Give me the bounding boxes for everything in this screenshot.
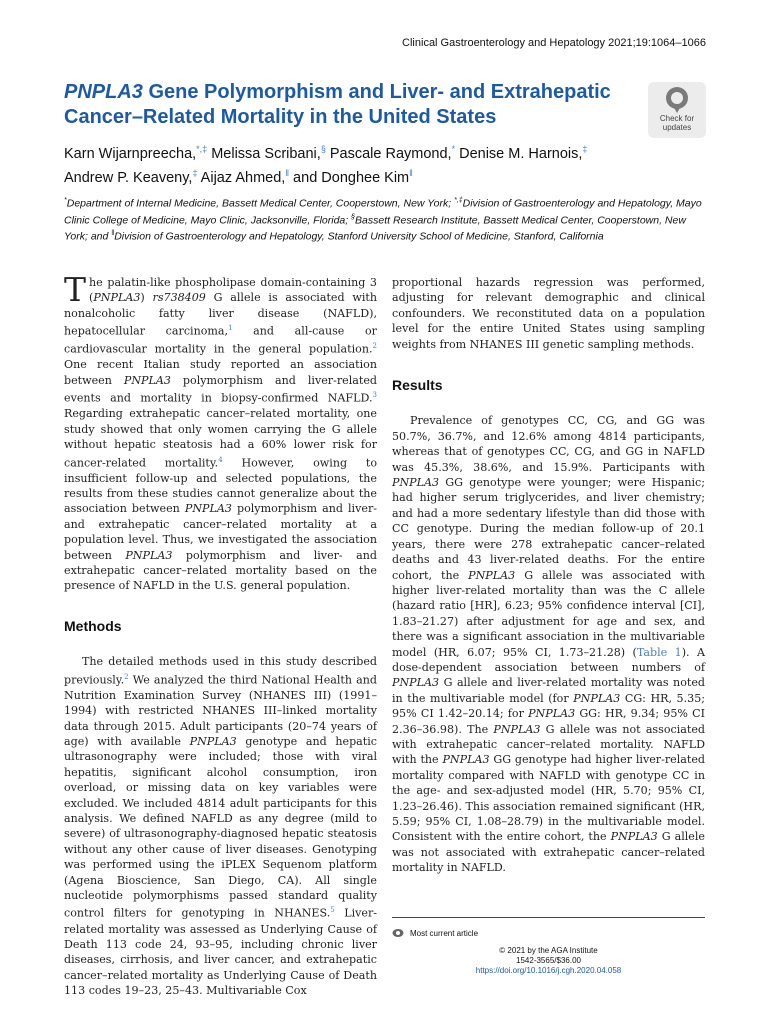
author-affil-mark: ‡ xyxy=(192,167,198,178)
text: ). A dose-dependent association between numbers of xyxy=(392,645,705,674)
gene-name: PNPLA3 xyxy=(184,502,232,516)
text: Liver-related mortality was assessed as Underlying Cause of Death 113 code 24, 93–95, including chronic liver diseases, cirrhosis, and liver cancer, and extrahepatic cancer–related mortality as Underlying Cause of Death 113 codes 19–23, 25–43. Multivariable Cox xyxy=(64,907,378,998)
title-gene: PNPLA3 xyxy=(64,81,143,103)
text: We analyzed the third National Health and Nutrition Examination Survey (NHANES III) (1991–1994) with restricted NHANES III–linked mortality data through 2015. Adult participants (20–74 years of age) with available xyxy=(64,673,377,748)
text: G allele is associated with nonalcoholic fatty liver disease (NAFLD), hepatocellular carcinoma, xyxy=(64,291,377,338)
author[interactable]: and Donghee Kim xyxy=(289,169,410,186)
author-affil-mark: ‖ xyxy=(285,167,290,178)
text: GG genotype were younger; were Hispanic; had higher serum triglycerides, and liver chemistry; and had a more sedentary lifestyle than did those with CC genotype. During the median follow-up of 20.1 years, there were 278 extrahepatic cancer–related deaths and 43 liver-related deaths. For the entire cohort, the xyxy=(392,476,705,582)
affil-mark: * xyxy=(64,197,67,204)
affil-mark: § xyxy=(351,213,356,221)
affiliations xyxy=(64,194,712,244)
doi-link[interactable]: https://doi.org/10.1016/j.cgh.2020.04.058 xyxy=(475,966,622,975)
footnote-text: Most current article xyxy=(410,928,479,938)
author[interactable]: Andrew P. Keaveny, xyxy=(64,169,193,186)
author-affil-mark: § xyxy=(320,144,326,154)
text: However, owing to insufficient follow-up and selected populations, the results from these studies cannot generalize about the association between xyxy=(64,456,377,516)
author[interactable]: Melissa Scribani, xyxy=(207,145,321,162)
title-rest: Gene Polymorphism and Liver- and Extrahepatic Cancer–Related Mortality in the United States xyxy=(64,81,611,128)
citation-link[interactable]: 5 xyxy=(330,906,335,915)
text: G allele was not associated with extrahepatic cancer–related mortality in NAFLD. xyxy=(392,830,705,875)
author-affil-mark: ‡ xyxy=(582,144,588,154)
text: genotype and hepatic ultrasonography were included; those with viral hepatitis, significant alcohol consumption, iron overload, or missing data on key variables were excluded. We included 4814 adult participants for this analysis. We defined NAFLD as any degree (mild to severe) of ultrasonography-diagnosed hepatic steatosis without any other cause of liver diseases. Genotyping was performed using the iPLEX Sequenom platform (Agena Bioscience, San Diego, CA). All single nucleotide polymorphisms passed standard quality control filters for genotyping in NHANES. xyxy=(64,735,377,921)
citation-link[interactable]: 2 xyxy=(124,672,129,681)
gene-name: PNPLA3 xyxy=(189,735,237,748)
gene-name: PNPLA3 xyxy=(528,707,576,721)
text: he palatin-like phospholipase domain-containing 3 ( xyxy=(89,276,377,305)
author-affil-mark: ‖ xyxy=(409,167,413,178)
author-affil-mark: * xyxy=(451,144,456,154)
affil-mark: *,‡ xyxy=(454,197,463,204)
methods-paragraph-continued: proportional hazards regression was performed, adjusting for relevant demographic and clinical confounders. We reconstituted data on a population level for the entire United States using sampling weights from NHANES III genetic sampling methods. xyxy=(392,276,705,351)
drop-cap: T xyxy=(64,270,87,309)
gene-name: PNPLA3 xyxy=(392,676,440,690)
text: G allele and liver-related mortality was noted in the multivariable model (for xyxy=(392,676,705,705)
author-affil-mark: *,‡ xyxy=(196,144,208,154)
badge-line-2: updates xyxy=(662,123,692,132)
copyright-line: © 2021 by the AGA Institute xyxy=(499,946,598,955)
check-for-updates-badge[interactable] xyxy=(648,82,706,138)
journal-reference: Clinical Gastroenterology and Hepatology 2021;19:1064–1066 xyxy=(402,37,706,49)
text: G allele was not associated with extrahepatic cancer–related mortality. NAFLD with the xyxy=(392,722,705,767)
text: ) xyxy=(140,291,153,305)
article-title xyxy=(64,80,624,130)
gene-name: PNPLA3 xyxy=(125,548,173,562)
gene-name: PNPLA3 xyxy=(573,691,621,705)
footnote-divider xyxy=(392,917,705,918)
citation-link[interactable]: 4 xyxy=(218,455,223,464)
footnote xyxy=(392,928,478,938)
affiliation: Department of Internal Medicine, Bassett Medical Center, Cooperstown, New York; xyxy=(66,197,455,210)
check-updates-icon xyxy=(664,86,690,114)
text: GG: HR, 9.34; 95% CI 2.36–36.98). The xyxy=(392,707,705,736)
badge-label xyxy=(660,114,694,132)
gene-name: PNPLA3 xyxy=(468,568,516,582)
gene-name: PNPLA3 xyxy=(493,722,541,736)
results-heading: Results xyxy=(392,377,443,394)
affiliation: Division of Gastroenterology and Hepatology, Mayo Clinic College of Medicine, Mayo Clinic, Jacksonville, Florida; xyxy=(64,197,702,226)
author[interactable]: Denise M. Harnois, xyxy=(455,145,583,162)
text: CG: HR, 5.35; 95% CI 1.42–20.14; for xyxy=(392,691,705,721)
left-column xyxy=(64,270,378,999)
table-1-link[interactable]: Table 1 xyxy=(636,645,682,659)
results-paragraph xyxy=(392,413,705,875)
text: polymorphism and liver-related events and mortality in biopsy-confirmed NAFLD. xyxy=(64,373,377,405)
citation-link[interactable]: 2 xyxy=(372,342,377,351)
affiliation: Division of Gastroenterology and Hepatology, Stanford University School of Medicine, Stanford, California xyxy=(114,230,604,243)
author[interactable]: Pascale Raymond, xyxy=(325,145,452,162)
text: G allele was associated with higher liver-related mortality than was the C allele (hazard ratio [HR], 6.23; 95% confidence interval [CI], 1.83–21.27) after adjustment for age and sex, and there was a significant association in the multivariable model (HR, 6.07; 95% CI, 1.73–21.28) ( xyxy=(392,568,705,659)
gene-name: PNPLA3 xyxy=(123,373,171,387)
issn-line: 1542-3565/$36.00 xyxy=(516,956,581,965)
text: polymorphism and liver- and extrahepatic cancer–related mortality based on the presence of NAFLD in the U.S. general population. xyxy=(64,548,377,593)
text: The detailed methods used in this study described previously. xyxy=(64,655,377,687)
intro-paragraph xyxy=(64,270,377,594)
text: polymorphism and liver- and extrahepatic cancer–related mortality at a population level. Thus, we investigated the association between xyxy=(64,502,377,562)
copyright-block xyxy=(392,946,705,976)
citation-link[interactable]: 3 xyxy=(372,391,377,400)
text: One recent Italian study reported an association between xyxy=(64,358,377,387)
text: Prevalence of genotypes CC, CG, and GG was 50.7%, 36.7%, and 12.6% among 4814 participants, whereas that of genotypes CC, CG, and GG in NAFLD was 45.3%, 38.6%, and 15.9%. Participants with xyxy=(392,414,705,474)
author[interactable]: Karn Wijarnpreecha, xyxy=(64,145,197,162)
author[interactable]: Aijaz Ahmed, xyxy=(197,169,286,186)
affil-mark: ‖ xyxy=(111,230,115,237)
gene-name: PNPLA3 xyxy=(442,753,490,767)
gene-name: PNPLA3 xyxy=(392,476,440,490)
methods-heading: Methods xyxy=(64,617,122,634)
gene-name: PNPLA3 xyxy=(93,291,141,305)
current-article-icon xyxy=(392,928,404,938)
affiliation: Bassett Research Institute, Bassett Medical Center, Cooperstown, New York; and xyxy=(64,214,686,243)
badge-line-1: Check for xyxy=(659,114,695,123)
citation-link[interactable]: 1 xyxy=(228,324,233,333)
right-column xyxy=(392,275,705,876)
text: Regarding extrahepatic cancer–related mortality, one study showed that only women carrying the G allele without hepatic steatosis had a 60% lower risk for cancer-related mortality. xyxy=(64,407,377,470)
gene-name: PNPLA3 xyxy=(610,830,658,844)
snp-id: rs738409 xyxy=(152,291,206,305)
text: and all-cause or cardiovascular mortality in the general population. xyxy=(64,324,377,356)
methods-paragraph xyxy=(64,654,377,998)
author-list xyxy=(64,140,664,188)
text: GG genotype had higher liver-related mortality compared with NAFLD with genotype CC in the age- and sex-adjusted model (HR, 5.70; 95% CI, 1.23–26.46). This association remained significant (HR, 5.59; 95% CI, 1.08–28.79) in the multivariable model. Consistent with the entire cohort, the xyxy=(392,753,706,844)
